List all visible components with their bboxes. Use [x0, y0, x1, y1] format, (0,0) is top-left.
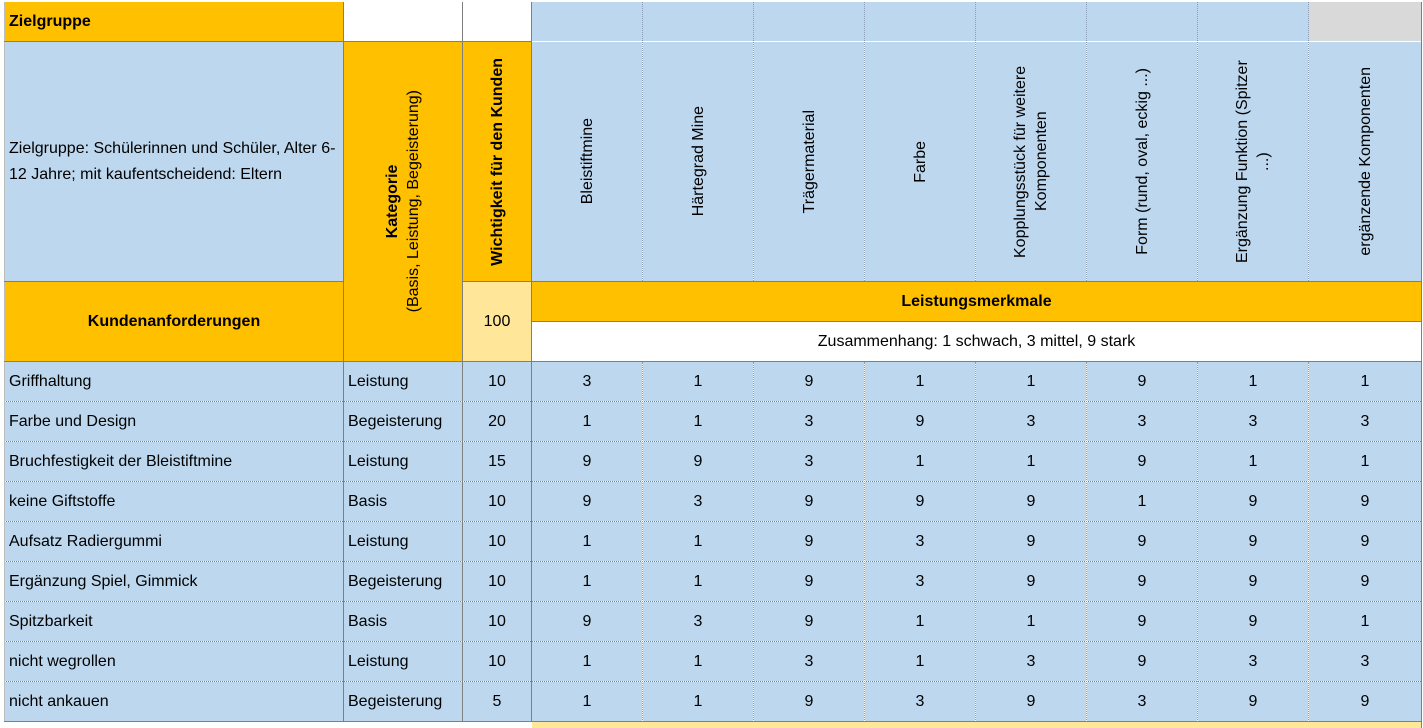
requirement-cell[interactable]: Farbe und Design	[5, 402, 343, 441]
matrix-value-cell[interactable]: 9	[754, 562, 864, 601]
matrix-value-cell[interactable]: 9	[1087, 602, 1197, 641]
feature-header[interactable]	[1198, 42, 1308, 281]
matrix-value-cell[interactable]: 1	[865, 362, 975, 401]
matrix-value-cell[interactable]: 3	[643, 602, 753, 641]
grid-line	[1421, 2, 1422, 728]
matrix-value-cell[interactable]: 1	[532, 402, 642, 441]
feature-label: ergänzende Komponenten	[1356, 67, 1374, 256]
matrix-value-cell[interactable]: 1	[643, 522, 753, 561]
matrix-value-cell[interactable]: 9	[1087, 642, 1197, 681]
zusammenhang-legend[interactable]: Zusammenhang: 1 schwach, 3 mittel, 9 stark	[532, 322, 1421, 361]
matrix-value-cell[interactable]: 3	[532, 362, 642, 401]
matrix-value-cell[interactable]: 3	[865, 562, 975, 601]
requirement-cell[interactable]: Spitzbarkeit	[5, 602, 343, 641]
bottom-row-right	[532, 722, 1421, 728]
column-separator	[1086, 362, 1087, 722]
weight-cell[interactable]: 10	[463, 602, 531, 641]
category-cell[interactable]: Basis	[344, 602, 462, 641]
kategorie-title: Kategorie	[384, 164, 401, 239]
weight-cell[interactable]: 15	[463, 442, 531, 481]
matrix-value-cell[interactable]: 3	[643, 482, 753, 521]
grid-line	[343, 2, 344, 722]
grid-line	[462, 2, 463, 722]
matrix-value-cell[interactable]: 1	[532, 682, 642, 721]
requirement-cell[interactable]: nicht wegrollen	[5, 642, 343, 681]
feature-label: Ergänzung Funktion (Spitzer ...)	[1234, 60, 1272, 263]
matrix-value-cell[interactable]: 3	[865, 522, 975, 561]
weight-cell[interactable]: 10	[463, 642, 531, 681]
matrix-value-cell[interactable]: 1	[643, 402, 753, 441]
matrix-value-cell[interactable]: 1	[976, 442, 1086, 481]
wichtigkeit-total[interactable]: 100	[463, 282, 531, 361]
column-separator	[1086, 2, 1087, 281]
weight-cell[interactable]: 10	[463, 562, 531, 601]
category-cell[interactable]: Basis	[344, 482, 462, 521]
wichtigkeit-header[interactable]	[463, 42, 531, 281]
feature-header[interactable]	[532, 42, 642, 281]
matrix-value-cell[interactable]: 1	[643, 562, 753, 601]
kategorie-header[interactable]	[344, 42, 462, 361]
matrix-value-cell[interactable]: 9	[754, 682, 864, 721]
matrix-value-cell[interactable]: 3	[976, 642, 1086, 681]
column-separator	[1308, 362, 1309, 722]
requirement-cell[interactable]: Bruchfestigkeit der Bleistiftmine	[5, 442, 343, 481]
matrix-value-cell[interactable]: 3	[1198, 402, 1308, 441]
matrix-value-cell[interactable]: 1	[532, 642, 642, 681]
feature-header[interactable]	[1309, 42, 1421, 281]
matrix-value-cell[interactable]: 9	[532, 602, 642, 641]
grid-line	[531, 321, 1421, 322]
matrix-value-cell[interactable]: 9	[643, 442, 753, 481]
matrix-value-cell[interactable]: 9	[976, 562, 1086, 601]
category-cell[interactable]: Leistung	[344, 362, 462, 401]
matrix-value-cell[interactable]: 1	[532, 522, 642, 561]
matrix-value-cell[interactable]: 1	[532, 562, 642, 601]
grid-line	[531, 2, 532, 722]
category-cell[interactable]: Begeisterung	[344, 682, 462, 721]
column-separator	[642, 2, 643, 281]
matrix-value-cell[interactable]: 1	[1309, 602, 1421, 641]
leistungsmerkmale-label[interactable]: Leistungsmerkmale	[532, 282, 1421, 321]
feature-label: Trägermaterial	[800, 109, 818, 214]
requirement-cell[interactable]: nicht ankauen	[5, 682, 343, 721]
feature-header[interactable]	[643, 42, 753, 281]
feature-label: Form (rund, oval, eckig ...)	[1133, 68, 1151, 255]
matrix-value-cell[interactable]: 9	[1309, 482, 1421, 521]
matrix-value-cell[interactable]: 9	[865, 482, 975, 521]
grid-line	[4, 361, 1421, 362]
zielgruppe-label[interactable]: Zielgruppe	[5, 2, 343, 41]
matrix-value-cell[interactable]: 1	[643, 682, 753, 721]
column-separator	[642, 362, 643, 722]
wichtigkeit-label: Wichtigkeit für den Kunden	[488, 57, 506, 266]
matrix-value-cell[interactable]: 3	[754, 442, 864, 481]
matrix-value-cell[interactable]: 1	[1309, 442, 1421, 481]
column-separator	[753, 2, 754, 281]
matrix-value-cell[interactable]: 1	[865, 602, 975, 641]
matrix-value-cell[interactable]: 3	[754, 642, 864, 681]
matrix-value-cell[interactable]: 9	[754, 602, 864, 641]
matrix-value-cell[interactable]: 9	[976, 522, 1086, 561]
matrix-value-cell[interactable]: 9	[865, 402, 975, 441]
requirement-cell[interactable]: keine Giftstoffe	[5, 482, 343, 521]
matrix-value-cell[interactable]: 9	[754, 482, 864, 521]
matrix-value-cell[interactable]: 1	[643, 362, 753, 401]
column-separator	[1308, 2, 1309, 281]
category-cell[interactable]: Begeisterung	[344, 402, 462, 441]
matrix-value-cell[interactable]: 9	[1198, 482, 1308, 521]
feature-label: Härtegrad Mine	[689, 106, 707, 217]
kundenanforderungen-label[interactable]: Kundenanforderungen	[5, 282, 343, 361]
column-separator	[1197, 362, 1198, 722]
kategorie-subtitle: (Basis, Leistung, Begeisterung)	[405, 90, 422, 313]
matrix-value-cell[interactable]: 1	[976, 602, 1086, 641]
grid-line	[4, 281, 343, 282]
grid-line	[4, 41, 531, 42]
matrix-value-cell[interactable]: 9	[1087, 562, 1197, 601]
weight-cell[interactable]: 20	[463, 402, 531, 441]
matrix-value-cell[interactable]: 9	[1309, 682, 1421, 721]
matrix-value-cell[interactable]: 3	[1309, 402, 1421, 441]
matrix-value-cell[interactable]: 9	[976, 482, 1086, 521]
matrix-value-cell[interactable]: 3	[976, 402, 1086, 441]
matrix-value-cell[interactable]: 9	[1198, 562, 1308, 601]
category-cell[interactable]: Leistung	[344, 442, 462, 481]
column-separator	[753, 362, 754, 722]
matrix-value-cell[interactable]: 9	[1087, 362, 1197, 401]
matrix-value-cell[interactable]: 3	[865, 682, 975, 721]
grid-line	[4, 721, 1421, 722]
feature-header[interactable]	[976, 42, 1086, 281]
feature-label: Farbe	[911, 140, 929, 183]
empty-grey-cell[interactable]	[1309, 2, 1421, 41]
matrix-value-cell[interactable]: 1	[1198, 362, 1308, 401]
category-cell[interactable]: Leistung	[344, 522, 462, 561]
weight-cell[interactable]: 5	[463, 682, 531, 721]
matrix-value-cell[interactable]: 3	[1087, 682, 1197, 721]
weight-cell[interactable]: 10	[463, 362, 531, 401]
matrix-value-cell[interactable]: 9	[976, 682, 1086, 721]
zielgruppe-description[interactable]: Zielgruppe: Schülerinnen und Schüler, Alter 6-12 Jahre; mit kaufentscheidend: Eltern	[5, 42, 343, 281]
matrix-value-cell[interactable]: 9	[1309, 522, 1421, 561]
feature-header[interactable]	[1087, 42, 1197, 281]
matrix-value-cell[interactable]: 1	[1198, 442, 1308, 481]
column-separator	[975, 2, 976, 281]
feature-header[interactable]	[754, 42, 864, 281]
column-separator	[864, 2, 865, 281]
matrix-value-cell[interactable]: 3	[1087, 402, 1197, 441]
matrix-value-cell[interactable]: 9	[1309, 562, 1421, 601]
matrix-value-cell[interactable]: 3	[754, 402, 864, 441]
matrix-value-cell[interactable]: 1	[1087, 482, 1197, 521]
matrix-value-cell[interactable]: 9	[1087, 442, 1197, 481]
requirement-cell[interactable]: Ergänzung Spiel, Gimmick	[5, 562, 343, 601]
matrix-value-cell[interactable]: 1	[976, 362, 1086, 401]
weight-cell[interactable]: 10	[463, 522, 531, 561]
feature-label: Bleistiftmine	[578, 118, 596, 205]
matrix-value-cell[interactable]: 9	[532, 482, 642, 521]
category-cell[interactable]: Leistung	[344, 642, 462, 681]
matrix-value-cell[interactable]: 9	[1198, 602, 1308, 641]
matrix-value-cell[interactable]: 1	[643, 642, 753, 681]
grid-line	[531, 281, 1421, 282]
matrix-value-cell[interactable]: 9	[1087, 522, 1197, 561]
matrix-value-cell[interactable]: 9	[754, 522, 864, 561]
feature-label: Kopplungsstück für weitere Komponenten	[1012, 65, 1050, 258]
column-separator	[975, 362, 976, 722]
bottom-row-left	[5, 722, 531, 728]
feature-header[interactable]	[865, 42, 975, 281]
empty-cell[interactable]	[344, 2, 462, 41]
empty-cell[interactable]	[463, 2, 531, 41]
matrix-value-cell[interactable]: 9	[1198, 522, 1308, 561]
column-separator	[864, 362, 865, 722]
matrix-value-cell[interactable]: 1	[865, 442, 975, 481]
matrix-value-cell[interactable]: 9	[754, 362, 864, 401]
matrix-value-cell[interactable]: 9	[1198, 682, 1308, 721]
column-separator	[1197, 2, 1198, 281]
requirement-cell[interactable]: Aufsatz Radiergummi	[5, 522, 343, 561]
feature-header-top-band[interactable]	[532, 2, 1309, 41]
matrix-value-cell[interactable]: 3	[1309, 642, 1421, 681]
grid-line	[462, 281, 531, 282]
requirement-cell[interactable]: Griffhaltung	[5, 362, 343, 401]
matrix-value-cell[interactable]: 1	[865, 642, 975, 681]
matrix-value-cell[interactable]: 3	[1198, 642, 1308, 681]
matrix-value-cell[interactable]: 1	[1309, 362, 1421, 401]
weight-cell[interactable]: 10	[463, 482, 531, 521]
grid-line	[4, 2, 5, 722]
category-cell[interactable]: Begeisterung	[344, 562, 462, 601]
matrix-value-cell[interactable]: 9	[532, 442, 642, 481]
